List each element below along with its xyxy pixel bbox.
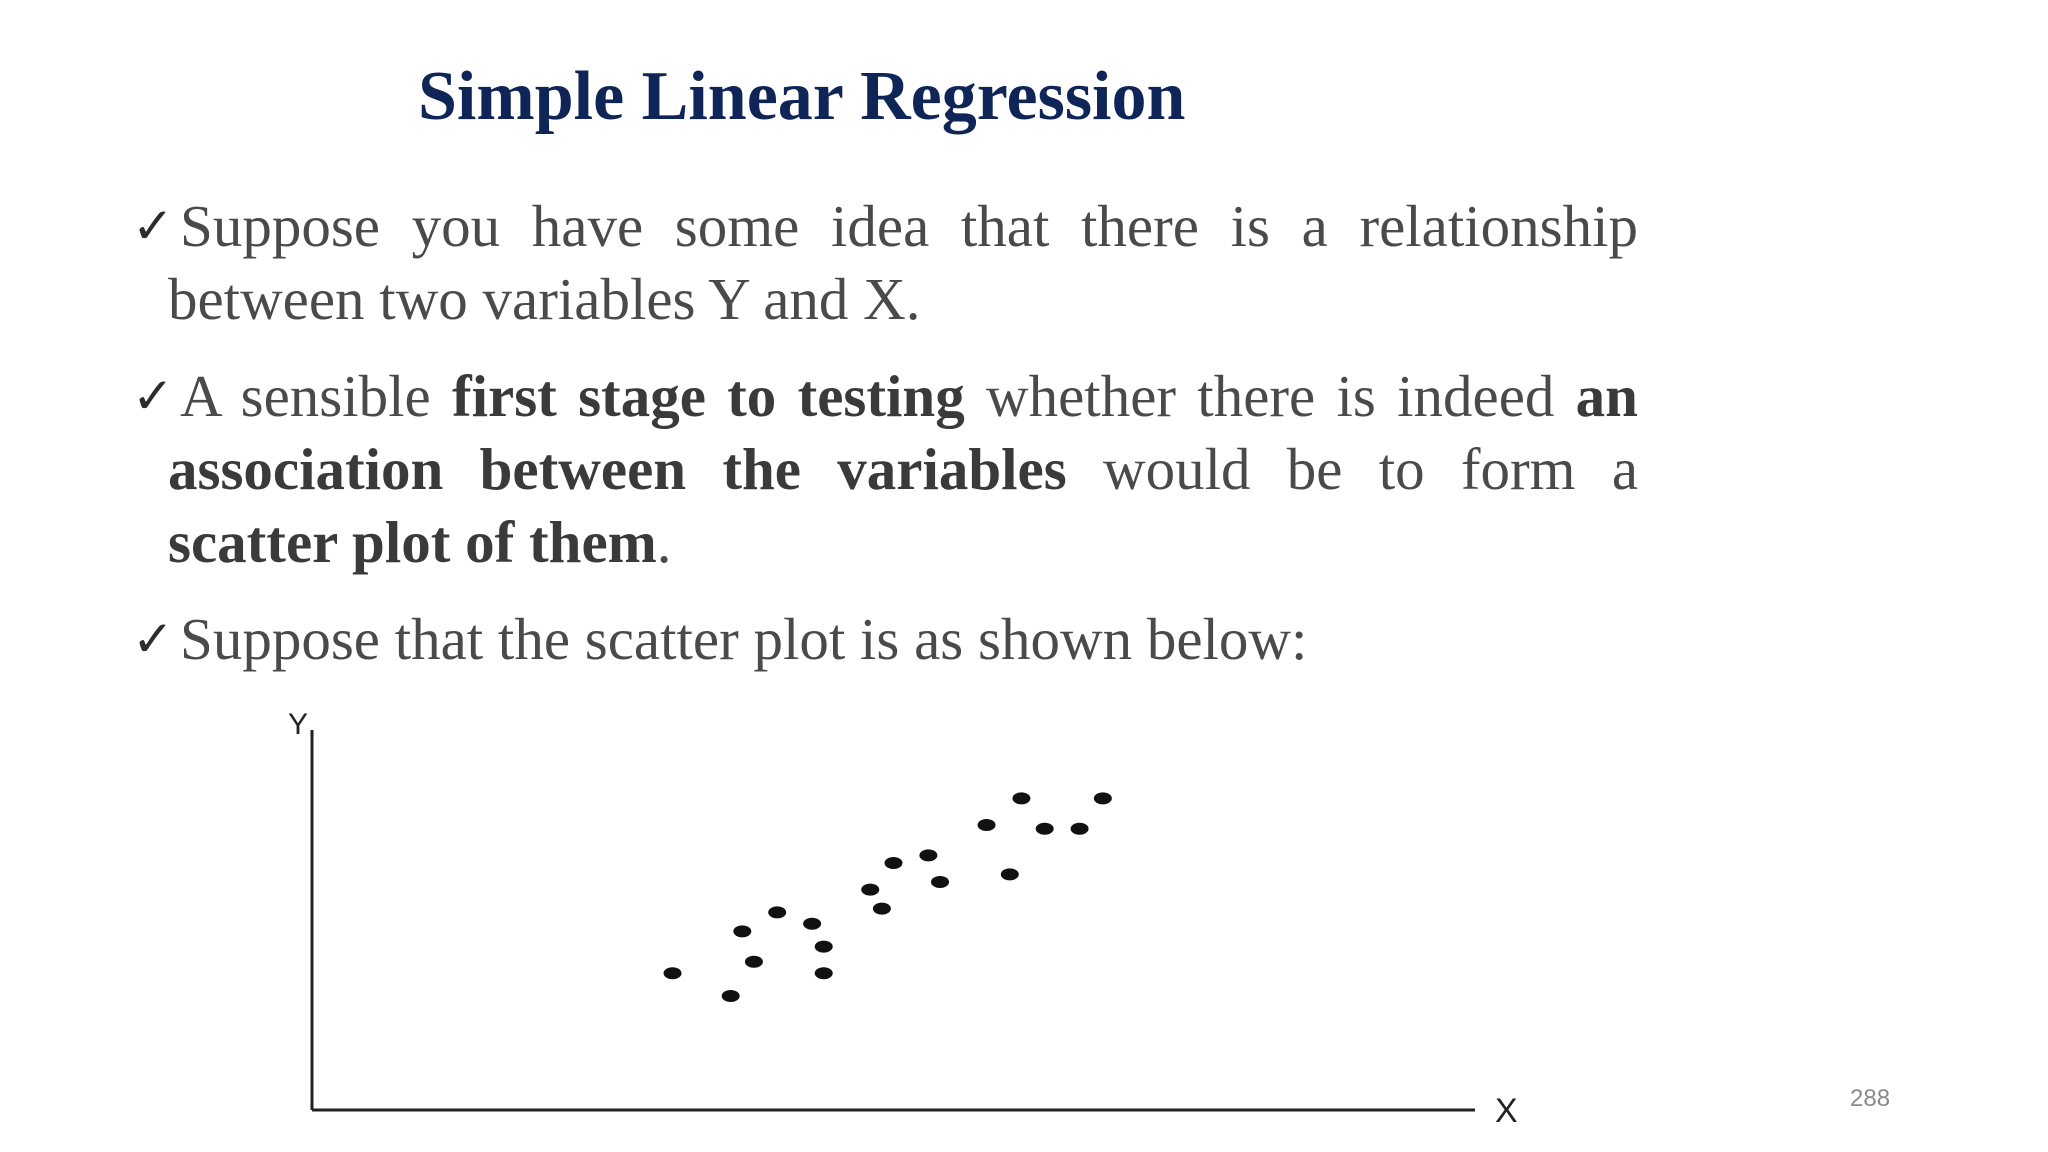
checkmark-icon: ✓ (132, 610, 174, 668)
bullet-text-bold: an association between the variables (168, 363, 1638, 502)
bullet-text-part: . (656, 509, 672, 575)
scatter-point (919, 849, 937, 861)
scatter-point (931, 876, 949, 888)
bullet-text-bold: first stage to testing (451, 363, 965, 429)
bullet-text-part: Suppose that the scatter plot is as shown below: (180, 606, 1308, 672)
scatter-point (1012, 792, 1030, 804)
scatter-point (1036, 823, 1054, 835)
scatter-point (733, 925, 751, 937)
y-axis-label: Y (288, 708, 309, 741)
bullet-text-part: would be to form a (1066, 436, 1639, 502)
bullet-item (128, 190, 1638, 336)
scatter-point (885, 857, 903, 869)
slide-title: Simple Linear Regression (418, 58, 1186, 135)
scatter-point (722, 990, 740, 1002)
scatter-point (815, 967, 833, 979)
bullet-text-part: A sensible (180, 363, 452, 429)
bullet-text-part: Suppose you have some idea that there is a relationship between two variables Y and X. (168, 193, 1638, 332)
scatter-plot (240, 700, 1580, 1130)
bullet-text (168, 360, 1638, 579)
scatter-point (815, 941, 833, 953)
bullet-text (168, 190, 1638, 336)
bullet-item (128, 603, 1638, 676)
scatter-point (873, 903, 891, 915)
scatter-point (978, 819, 996, 831)
checkmark-icon: ✓ (132, 197, 174, 255)
scatter-point (1094, 792, 1112, 804)
bullet-item (128, 360, 1638, 579)
bullet-text (168, 603, 1638, 676)
scatter-point (745, 956, 763, 968)
scatter-point (664, 967, 682, 979)
bullet-text-part: whether there is indeed (964, 363, 1576, 429)
checkmark-icon: ✓ (132, 367, 174, 425)
scatter-point (803, 918, 821, 930)
scatter-point (1071, 823, 1089, 835)
bullet-text-bold: scatter plot of them (168, 509, 657, 575)
x-axis-label: X (1495, 1092, 1518, 1130)
page-number: 288 (1850, 1085, 1891, 1112)
scatter-point (1001, 868, 1019, 880)
scatter-point (768, 906, 786, 918)
points-layer (664, 792, 1112, 1002)
scatter-point (861, 884, 879, 896)
bullet-list (128, 190, 1638, 700)
